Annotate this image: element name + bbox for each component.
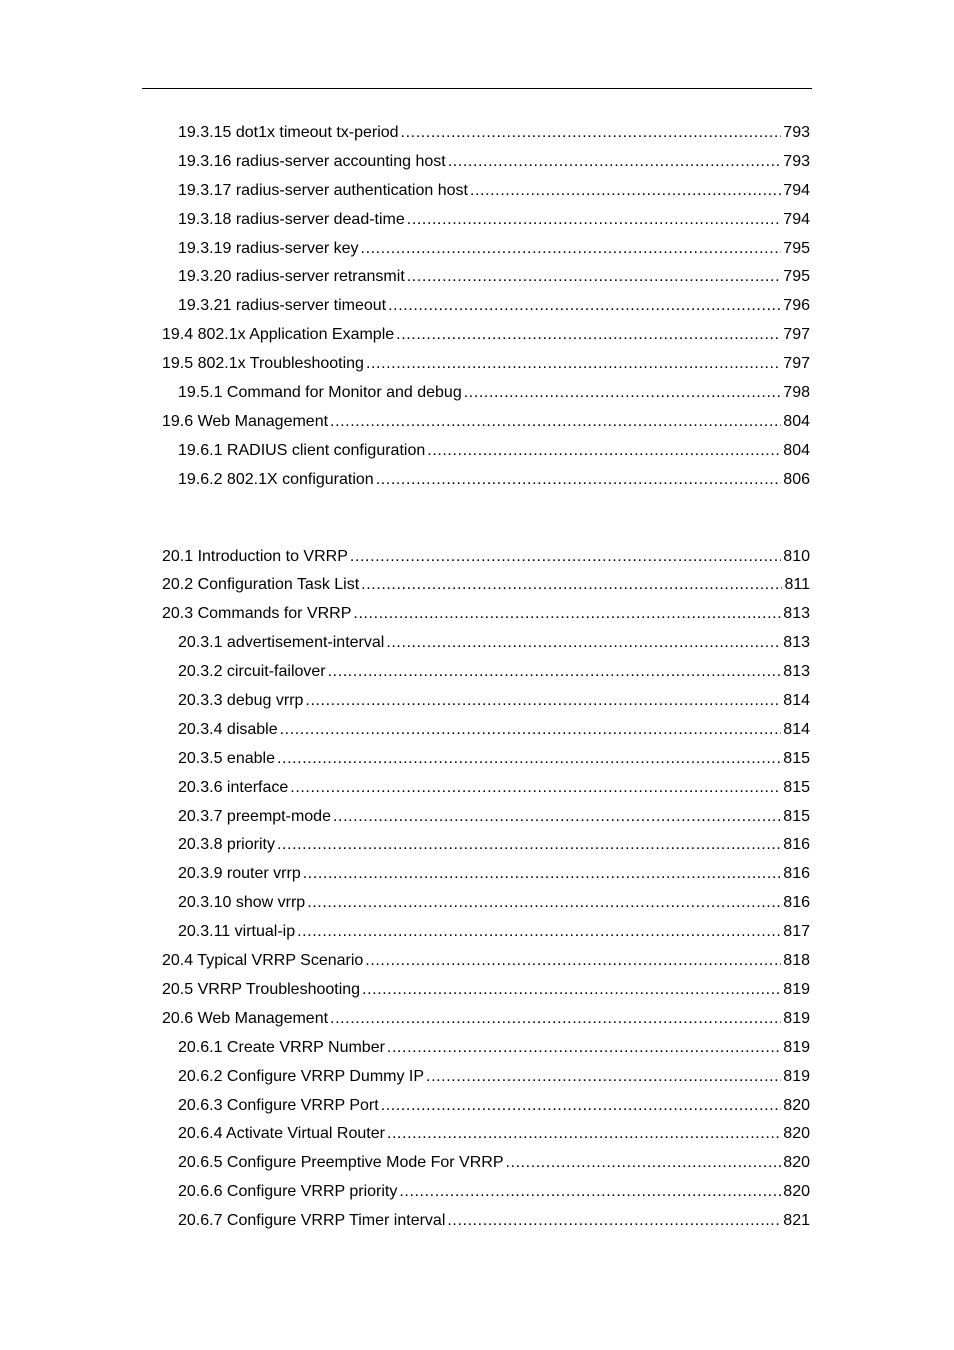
toc-entry-20-6-7[interactable] (0, 1207, 810, 1236)
toc-entry-19-3-21[interactable] (0, 292, 810, 321)
dot-leader (333, 803, 781, 832)
dot-leader (401, 119, 782, 148)
toc-page-number: 820 (783, 1154, 810, 1172)
toc-page-number: 813 (783, 634, 810, 652)
toc-entry-20-6[interactable] (0, 1005, 810, 1034)
toc-entry-20-3-6[interactable] (0, 774, 810, 803)
toc-entry-19-3-15[interactable] (0, 119, 810, 148)
toc-entry-title: 20.6.6 Configure VRRP priority (178, 1183, 398, 1201)
toc-entry-title: 20.3.10 show vrrp (178, 894, 306, 912)
toc-entry-19-6-2[interactable] (0, 466, 810, 495)
toc-entry-title: 19.3.15 dot1x timeout tx-period (178, 124, 399, 141)
toc-entry-title: 19.3.21 radius-server timeout (178, 297, 387, 315)
toc-page-number: 816 (783, 836, 810, 854)
toc-page-number: 804 (783, 441, 810, 459)
toc-entry-title: 19.3.20 radius-server retransmit (178, 268, 405, 286)
toc-entry-20-3-10[interactable] (0, 889, 810, 918)
toc-page-number: 819 (783, 1009, 810, 1027)
toc-entry-title: 20.3.4 disable (178, 720, 278, 738)
toc-entry-19-5[interactable] (0, 350, 810, 379)
toc-entry-title: 20.6.5 Configure Preemptive Mode For VRRP (178, 1154, 504, 1172)
toc-entry-title: 20.1 Introduction to VRRP (162, 547, 348, 565)
toc-entry-20-6-6[interactable] (0, 1178, 810, 1207)
dot-leader (427, 437, 781, 466)
toc-entry-title: 20.3.6 interface (178, 778, 289, 796)
toc-entry-title: 20.3.8 priority (178, 836, 275, 854)
toc-entry-title: 20.6.2 Configure VRRP Dummy IP (178, 1067, 425, 1085)
dot-leader (303, 860, 782, 889)
toc-page-number: 811 (784, 576, 810, 594)
dot-leader (407, 263, 782, 292)
toc-page-number: 821 (783, 1212, 810, 1230)
dot-leader (297, 918, 781, 947)
dot-leader (396, 321, 781, 350)
toc-entry-title: 19.4 802.1x Application Example (162, 326, 395, 344)
dot-leader (277, 745, 781, 774)
toc-entry-title: 20.3.9 router vrrp (178, 865, 301, 883)
toc-entry-title: 19.3.16 radius-server accounting host (178, 152, 446, 170)
dot-leader (407, 206, 782, 235)
toc-entry-title: 20.4 Typical VRRP Scenario (162, 952, 364, 970)
toc-entry-20-2[interactable] (0, 571, 810, 600)
dot-leader (388, 292, 781, 321)
toc-page-number: 814 (783, 720, 810, 738)
toc-page-number: 794 (783, 181, 810, 199)
toc-page-number: 813 (783, 663, 810, 681)
dot-leader (361, 235, 782, 264)
toc-page-number: 796 (783, 297, 810, 315)
dot-leader (376, 466, 782, 495)
toc-entry-title: 20.3.2 circuit-failover (178, 663, 326, 681)
toc-entry-title: 20.3.1 advertisement-interval (178, 634, 385, 652)
toc-page-number: 814 (783, 692, 810, 710)
dot-leader (381, 1092, 782, 1121)
toc-entry-20-6-3[interactable] (0, 1092, 810, 1121)
toc-page-number: 818 (783, 952, 810, 970)
toc-page-number: 819 (783, 1067, 810, 1085)
dot-leader (365, 947, 781, 976)
toc-entry-20-3-7[interactable] (0, 803, 810, 832)
toc-page-number: 795 (783, 239, 810, 257)
toc-entry-20-3-4[interactable] (0, 716, 810, 745)
toc-entry-title: 20.6.7 Configure VRRP Timer interval (178, 1212, 446, 1230)
dot-leader (307, 889, 781, 918)
toc-entry-title: 20.6 Web Management (162, 1009, 329, 1027)
dot-leader (386, 629, 781, 658)
toc-page-number: 806 (783, 470, 810, 488)
toc-entry-title: 19.6.1 RADIUS client configuration (178, 441, 426, 459)
toc-entry-title: 19.3.17 radius-server authentication host (178, 181, 468, 199)
toc-entry-title: 20.6.4 Activate Virtual Router (178, 1125, 385, 1143)
toc-entry-20-6-2[interactable] (0, 1063, 810, 1092)
toc-entry-19-3-18[interactable] (0, 206, 810, 235)
toc-page-number: 793 (783, 152, 810, 170)
toc-entry-20-3-11[interactable] (0, 918, 810, 947)
toc-entry-19-3-16[interactable] (0, 148, 810, 177)
toc-entry-title: 19.6.2 802.1X configuration (178, 470, 374, 488)
toc-entry-20-6-4[interactable] (0, 1120, 810, 1149)
dot-leader (505, 1149, 781, 1178)
toc-entry-20-3-3[interactable] (0, 687, 810, 716)
toc-page-number: 815 (783, 807, 810, 825)
dot-leader (470, 177, 781, 206)
dot-leader (387, 1034, 781, 1063)
dot-leader (330, 1005, 781, 1034)
dot-leader (366, 350, 781, 379)
toc-page-number: 817 (783, 923, 810, 941)
dot-leader (464, 379, 782, 408)
toc-page-number: 816 (783, 894, 810, 912)
toc-page-number: 820 (783, 1096, 810, 1114)
toc-entry-title: 20.3.11 virtual-ip (178, 923, 296, 941)
dot-leader (448, 148, 782, 177)
dot-leader (280, 716, 782, 745)
toc-entry-20-3-1[interactable] (0, 629, 810, 658)
toc-page-number: 795 (783, 268, 810, 286)
toc-entry-19-5-1[interactable] (0, 379, 810, 408)
toc-page-number: 820 (783, 1183, 810, 1201)
toc-entry-19-3-20[interactable] (0, 263, 810, 292)
toc-entry-19-4[interactable] (0, 321, 810, 350)
toc-entry-title: 20.3 Commands for VRRP (162, 605, 352, 623)
dot-leader (350, 543, 781, 572)
toc-entry-19-3-19[interactable] (0, 235, 810, 264)
toc-entry-title: 20.6.1 Create VRRP Number (178, 1038, 385, 1056)
toc-page-number: 797 (783, 326, 810, 344)
dot-leader (277, 831, 781, 860)
toc-entry-title: 19.6 Web Management (162, 412, 329, 430)
toc-page-number: 815 (783, 778, 810, 796)
dot-leader (399, 1178, 781, 1207)
toc-page-number: 810 (783, 547, 810, 565)
dot-leader (426, 1063, 781, 1092)
toc-entry-title: 20.3.3 debug vrrp (178, 692, 304, 710)
toc-page-number: 804 (783, 412, 810, 430)
dot-leader (290, 774, 781, 803)
toc-entry-title: 19.5 802.1x Troubleshooting (162, 355, 364, 373)
dot-leader (305, 687, 781, 716)
dot-leader (353, 600, 781, 629)
toc-page-number: 794 (783, 210, 810, 228)
toc-entry-19-6[interactable] (0, 408, 810, 437)
toc-entry-title: 20.5 VRRP Troubleshooting (162, 980, 361, 998)
toc-page-number: 819 (783, 1038, 810, 1056)
toc-entry-19-6-1[interactable] (0, 437, 810, 466)
toc-entry-20-5[interactable] (0, 976, 810, 1005)
toc-entry-title: 19.3.18 radius-server dead-time (178, 210, 405, 228)
header-rule (142, 88, 812, 89)
dot-leader (330, 408, 781, 437)
toc-page-number: 816 (783, 865, 810, 883)
dot-leader (362, 976, 781, 1005)
toc-page-number: 813 (783, 605, 810, 623)
toc-page-number: 819 (783, 980, 810, 998)
toc-entry-title: 19.5.1 Command for Monitor and debug (178, 384, 462, 402)
toc-entry-20-6-5[interactable] (0, 1149, 810, 1178)
toc-entry-20-3[interactable] (0, 600, 810, 629)
toc-entry-title: 20.2 Configuration Task List (162, 576, 360, 594)
toc-entry-20-4[interactable] (0, 947, 810, 976)
toc-entry-20-3-2[interactable] (0, 658, 810, 687)
toc-entry-20-3-5[interactable] (0, 745, 810, 774)
toc-page-number: 815 (783, 749, 810, 767)
dot-leader (447, 1207, 781, 1236)
toc-page-number: 793 (783, 124, 810, 141)
toc-entry-title: 20.6.3 Configure VRRP Port (178, 1096, 379, 1114)
toc-entry-20-6-1[interactable] (0, 1034, 810, 1063)
toc-entry-20-1[interactable] (0, 543, 810, 572)
toc-entry-19-3-17[interactable] (0, 177, 810, 206)
toc-entry-title: 19.3.19 radius-server key (178, 239, 359, 257)
dot-leader (328, 658, 782, 687)
toc-page-number: 798 (783, 384, 810, 402)
toc-page-number: 820 (783, 1125, 810, 1143)
table-of-contents (0, 119, 954, 1236)
toc-entry-title: 20.3.5 enable (178, 749, 275, 767)
toc-page-number: 797 (783, 355, 810, 373)
toc-entry-20-3-8[interactable] (0, 831, 810, 860)
dot-leader (361, 571, 782, 600)
toc-entry-title: 20.3.7 preempt-mode (178, 807, 331, 825)
dot-leader (387, 1120, 781, 1149)
toc-entry-20-3-9[interactable] (0, 860, 810, 889)
